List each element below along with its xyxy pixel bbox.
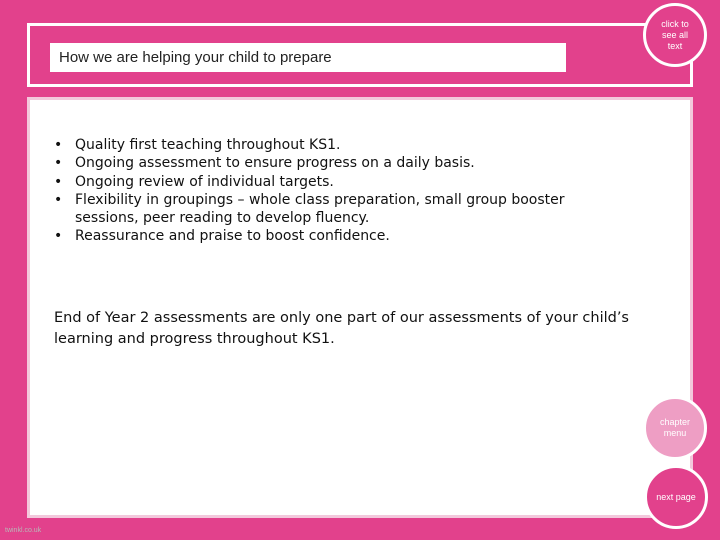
list-item-text: Ongoing review of individual targets.	[75, 173, 334, 190]
list-item	[54, 227, 614, 245]
next-page-button[interactable]	[644, 465, 708, 529]
bullet-list	[54, 136, 614, 246]
list-item	[54, 154, 614, 172]
list-item	[54, 136, 614, 154]
list-item	[54, 173, 614, 191]
bullet-icon: •	[54, 191, 63, 208]
list-item-text: Flexibility in groupings – whole class preparation, small group booster sessions, peer reading to develop fluency.	[75, 191, 565, 227]
bullet-icon: •	[54, 137, 63, 153]
list-item-text: Quality first teaching throughout KS1.	[75, 137, 341, 153]
bullet-icon: •	[54, 155, 63, 172]
bullet-icon: •	[54, 173, 63, 190]
page-title: How we are helping your child to prepare	[50, 43, 566, 72]
list-item-text: Ongoing assessment to ensure progress on a daily basis.	[75, 155, 475, 172]
chapter-menu-label: chapter menu	[659, 417, 691, 438]
click-to-see-all-text-button[interactable]	[643, 3, 707, 67]
footer-site: twinkl.co.uk	[5, 527, 42, 534]
click-to-see-all-text-label: click to see all text	[661, 18, 689, 51]
list-item	[54, 191, 614, 228]
summary-paragraph: End of Year 2 assessments are only one part of our assessments of your child’s learning and progress throughout KS1.	[54, 310, 629, 347]
list-item-text: Reassurance and praise to boost confidence.	[75, 228, 390, 245]
bullet-icon: •	[54, 228, 63, 245]
chapter-menu-button[interactable]	[643, 396, 707, 460]
next-page-label: next page	[656, 491, 696, 502]
